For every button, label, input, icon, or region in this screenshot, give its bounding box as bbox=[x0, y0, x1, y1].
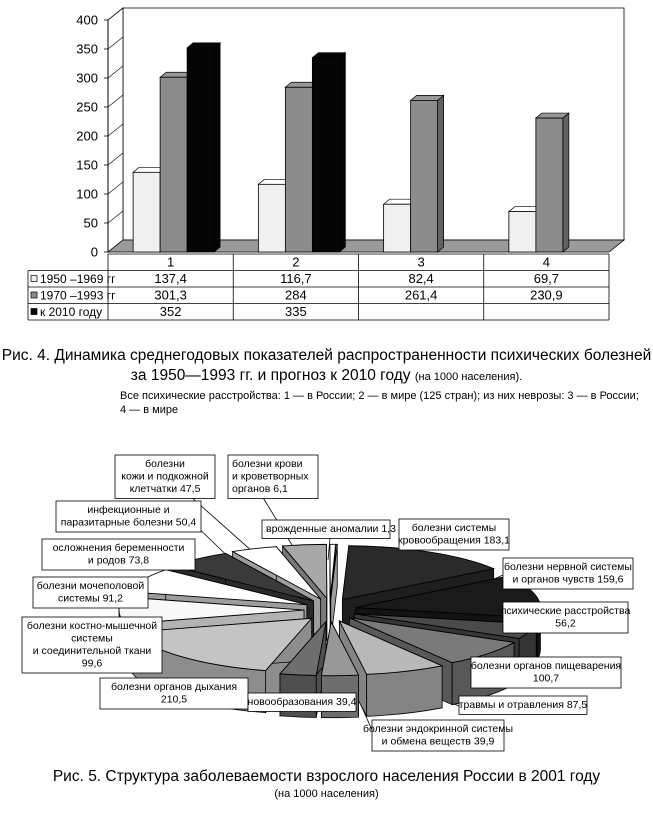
svg-text:болезни мочеполовой: болезни мочеполовой bbox=[36, 580, 145, 592]
label-skin bbox=[115, 455, 215, 499]
bar bbox=[411, 95, 444, 252]
bar-chart-fig4 bbox=[0, 0, 653, 340]
svg-text:органов 6,1: органов 6,1 bbox=[232, 483, 288, 495]
y-tick-label: 100 bbox=[76, 186, 98, 202]
svg-text:и обмена веществ 39,9: и обмена веществ 39,9 bbox=[381, 735, 495, 748]
label-pregnancy bbox=[42, 539, 195, 570]
legend-label: 1950 –1969 гг bbox=[40, 272, 116, 286]
data-label: 301,3 bbox=[154, 287, 187, 303]
y-tick-label: 250 bbox=[76, 99, 98, 115]
data-label: 82,4 bbox=[408, 271, 434, 286]
label-respiratory bbox=[100, 678, 248, 709]
svg-text:болезни органов дыхания: болезни органов дыхания bbox=[111, 681, 237, 693]
data-label: 69,7 bbox=[533, 271, 560, 286]
svg-text:болезни эндокринной системы: болезни эндокринной системы bbox=[362, 723, 514, 735]
svg-text:паразитарные болезни 50,4: паразитарные болезни 50,4 bbox=[60, 516, 197, 529]
label-endocrine bbox=[363, 720, 513, 751]
bar bbox=[187, 43, 220, 252]
svg-text:56,2: 56,2 bbox=[555, 617, 576, 630]
svg-text:врожденные аномалии 1,3: врожденные аномалии 1,3 bbox=[266, 523, 396, 535]
svg-text:болезни: болезни bbox=[145, 458, 185, 470]
legend-swatch bbox=[31, 292, 37, 298]
label-musculo bbox=[22, 617, 162, 673]
data-label: 335 bbox=[285, 304, 307, 319]
svg-text:новообразования 39,4: новообразования 39,4 bbox=[247, 696, 357, 708]
label-cardio bbox=[398, 519, 510, 550]
svg-text:кровообращения 183,1: кровообращения 183,1 bbox=[397, 534, 511, 547]
label-nervous bbox=[503, 558, 633, 589]
figure-4-caption-text: Рис. 4. Динамика среднегодовых показателей распространенности психических болезней за 1950—1993 гг. и прогноз к 2010 году bbox=[1, 347, 652, 384]
category-label: 2 bbox=[292, 254, 300, 270]
y-tick-label: 350 bbox=[76, 41, 98, 57]
svg-text:и органов чувств 159,6: и органов чувств 159,6 bbox=[512, 573, 624, 586]
category-label: 1 bbox=[167, 254, 175, 270]
pie-chart-fig5 bbox=[0, 440, 653, 770]
svg-text:100,7: 100,7 bbox=[532, 672, 560, 685]
label-blood bbox=[228, 455, 318, 499]
svg-text:болезни крови: болезни крови bbox=[232, 458, 303, 470]
bar bbox=[312, 53, 345, 252]
figure-5-caption: Рис. 5. Структура заболеваемости взрослого населения России в 2001 году bbox=[52, 768, 601, 785]
label-neoplasm bbox=[248, 693, 357, 712]
svg-text:системы: системы bbox=[71, 632, 113, 645]
label-urogenital bbox=[33, 577, 148, 608]
y-axis-ticks bbox=[76, 13, 108, 260]
svg-text:и соединительной ткани: и соединительной ткани bbox=[32, 645, 152, 657]
label-digest bbox=[471, 657, 621, 688]
figure-4-note: Все психические расстройства: 1 — в России; 2 — в мире (125 стран); из них неврозы: 3 — в России; 4 — в мире bbox=[120, 390, 639, 416]
y-tick-label: 200 bbox=[76, 128, 98, 144]
label-psych bbox=[501, 602, 631, 633]
figure-4-caption-unit: (на 1000 населения). bbox=[414, 371, 523, 383]
y-tick-label: 400 bbox=[76, 12, 98, 28]
svg-text:и родов 73,8: и родов 73,8 bbox=[87, 554, 150, 567]
svg-text:осложнения беременности: осложнения беременности bbox=[52, 542, 185, 554]
data-table bbox=[28, 254, 609, 320]
svg-text:и кроветворных: и кроветворных bbox=[232, 470, 309, 483]
data-label: 352 bbox=[159, 304, 182, 319]
svg-text:210,5: 210,5 bbox=[160, 693, 188, 706]
legend-label: 1970 –1993 гг bbox=[40, 288, 116, 303]
label-trauma bbox=[459, 696, 588, 715]
figure-4-caption bbox=[0, 346, 653, 387]
label-congenital bbox=[262, 520, 396, 539]
slice-labels bbox=[22, 455, 633, 751]
svg-text:болезни нервной системы: болезни нервной системы bbox=[504, 561, 632, 573]
legend-label: к 2010 году bbox=[40, 305, 103, 319]
category-label: 3 bbox=[417, 254, 425, 270]
legend-swatch bbox=[31, 309, 37, 315]
svg-text:системы 91,2: системы 91,2 bbox=[57, 592, 124, 605]
data-label: 116,7 bbox=[280, 271, 312, 286]
figure-5-subcaption: (на 1000 населения) bbox=[274, 788, 379, 800]
svg-text:клетчатки 47,5: клетчатки 47,5 bbox=[129, 483, 201, 495]
legend-swatch bbox=[31, 276, 37, 282]
bar bbox=[536, 113, 569, 252]
y-tick-label: 300 bbox=[76, 70, 98, 86]
svg-text:99,6: 99,6 bbox=[81, 657, 103, 670]
svg-text:кожи и подкожной: кожи и подкожной bbox=[121, 470, 209, 483]
data-label: 230,9 bbox=[530, 287, 563, 303]
y-tick-label: 50 bbox=[83, 215, 98, 231]
label-infection bbox=[56, 501, 201, 532]
data-label: 261,4 bbox=[404, 287, 438, 303]
svg-text:психические расстройства: психические расстройства bbox=[500, 605, 631, 617]
y-tick-label: 0 bbox=[90, 244, 98, 260]
data-label: 137,4 bbox=[154, 271, 187, 286]
svg-text:болезни костно-мышечной: болезни костно-мышечной bbox=[26, 620, 158, 632]
svg-text:болезни органов пищеварения: болезни органов пищеварения bbox=[470, 660, 622, 672]
data-label: 284 bbox=[285, 287, 307, 303]
y-tick-label: 150 bbox=[76, 157, 98, 173]
svg-text:инфекционные и: инфекционные и bbox=[87, 504, 170, 516]
category-label: 4 bbox=[542, 254, 550, 270]
svg-text:травмы и отравления 87,5: травмы и отравления 87,5 bbox=[458, 699, 588, 711]
svg-text:болезни системы: болезни системы bbox=[411, 522, 497, 534]
